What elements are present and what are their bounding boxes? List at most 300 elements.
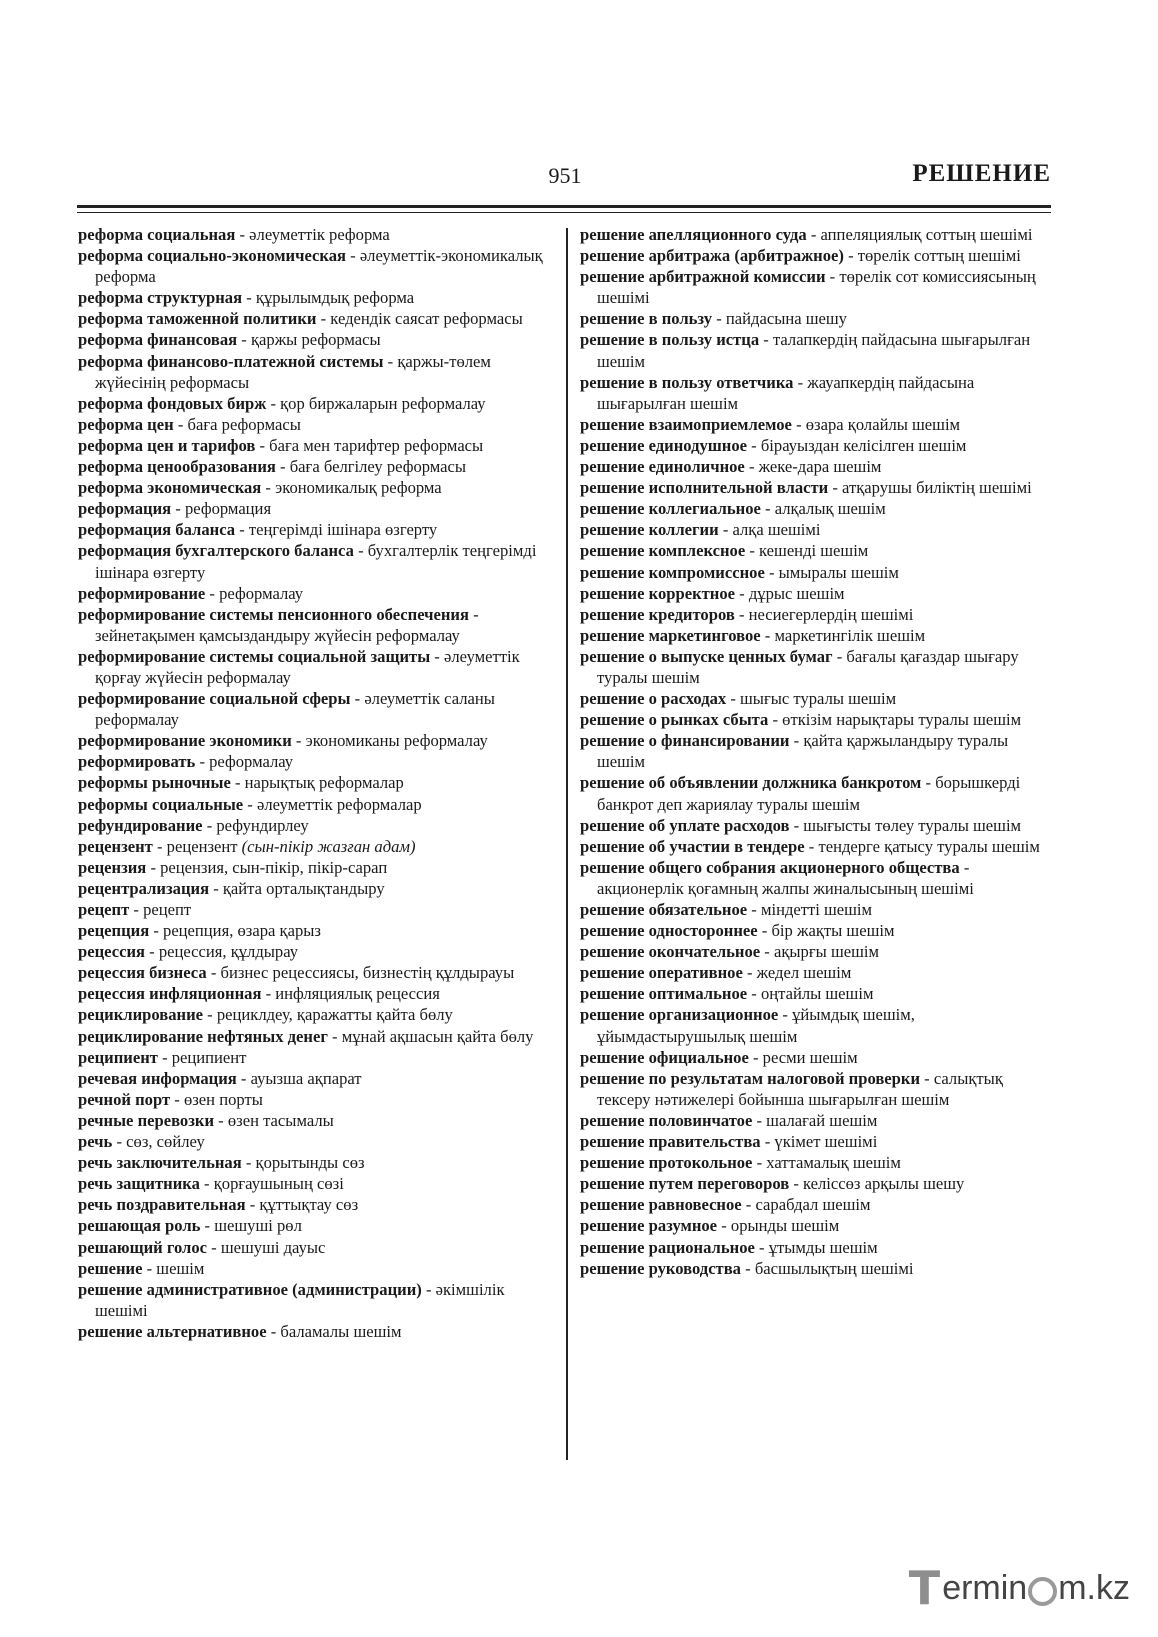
entry-definition: қаржы реформасы [250, 330, 381, 350]
entry-separator: - [214, 1110, 228, 1130]
entry-term: реформа цен и тарифов [78, 435, 256, 455]
entry-term: решение маркетинговое [580, 625, 761, 645]
entry-definition: борышкерді банкрот деп жариялау туралы шешім [597, 773, 1021, 814]
dictionary-entry [580, 372, 1056, 414]
entry-separator: - [747, 900, 761, 919]
entry-separator: - [173, 414, 188, 434]
entry-definition: рецензент [166, 836, 238, 856]
dictionary-entry [78, 435, 554, 456]
entry-definition: нарықтық реформалар [244, 773, 404, 793]
entry-term: рецензия [78, 857, 147, 877]
dictionary-entry [580, 1258, 1056, 1279]
dictionary-entry [78, 308, 554, 329]
termincom-watermark [909, 1561, 1130, 1615]
entry-term: решение комплексное [580, 541, 746, 561]
entry-separator: - [206, 963, 221, 983]
dictionary-entry [78, 1110, 554, 1131]
entry-term: решение административное (администрации) [78, 1279, 422, 1299]
entry-definition: атқарушы биліктің шешімі [842, 478, 1032, 498]
dictionary-entry [78, 857, 554, 878]
dictionary-entry [78, 1152, 554, 1173]
entry-definition: аппеляциялық соттың шешімі [820, 225, 1033, 244]
entry-term: решение обязательное [580, 900, 748, 919]
entry-term: решение разумное [580, 1216, 718, 1236]
entry-definition: талапкердің пайдасына шығарылған шешім [597, 330, 1031, 371]
entry-separator: - [327, 1026, 342, 1046]
dictionary-entry [580, 709, 1056, 730]
entry-term: решение коллегии [580, 520, 719, 540]
entry-separator: - [757, 921, 772, 941]
dictionary-entry [580, 836, 1056, 857]
entry-separator: - [209, 878, 223, 898]
entry-separator: - [760, 625, 775, 645]
entry-separator: - [261, 478, 276, 498]
entry-separator: - [316, 309, 331, 329]
entry-term: рецентрализация [78, 878, 210, 898]
entry-term: реформа ценообразования [78, 457, 276, 477]
entry-separator: - [171, 499, 185, 519]
entry-separator: - [768, 710, 783, 730]
dictionary-entry [580, 1047, 1056, 1068]
entry-separator: - [760, 942, 774, 962]
entry-term: реформа структурная [78, 288, 243, 308]
entry-separator: - [832, 646, 847, 666]
dictionary-entry [580, 583, 1056, 604]
dictionary-entry [78, 393, 554, 414]
entry-separator: - [157, 1047, 172, 1067]
entry-definition: баға мен тарифтер реформасы [269, 435, 484, 455]
entry-definition: әлеуметтік қорғау жүйесін реформалау [95, 646, 520, 687]
entry-definition: оңтайлы шешім [760, 984, 874, 1004]
header-rule-thin [77, 212, 1051, 213]
entry-separator: - [752, 1110, 767, 1130]
watermark-text-start: ermin [942, 1568, 1028, 1607]
entry-separator: - [747, 984, 761, 1004]
entry-separator: - [112, 1132, 127, 1152]
dictionary-entry [580, 962, 1056, 983]
globe-ring-icon [1028, 1577, 1057, 1606]
entry-separator: - [243, 794, 257, 814]
dictionary-entry [78, 920, 554, 941]
dictionary-entry [78, 1047, 554, 1068]
watermark-text-end: m.kz [1058, 1568, 1130, 1607]
entry-definition: жедел шешім [756, 963, 852, 983]
dictionary-entry [78, 224, 554, 245]
entry-definition: өзен тасымалы [227, 1110, 334, 1130]
dictionary-entry [78, 498, 554, 519]
dictionary-entry [580, 899, 1056, 920]
entry-term: речевая информация [78, 1068, 237, 1088]
entry-definition: қорғаушының сөзі [213, 1174, 344, 1194]
entry-definition: шығысты төлеу туралы шешім [803, 815, 1022, 835]
entry-definition: төрелік сот комиссиясының шешімі [597, 267, 1036, 308]
entry-definition: шешуші дауыс [220, 1237, 326, 1257]
entry-definition: әлеуметтік саланы реформалау [95, 689, 495, 730]
entry-separator: - [421, 1279, 436, 1299]
dictionary-entry [78, 540, 554, 582]
dictionary-entry [78, 772, 554, 793]
entry-term: речь [78, 1132, 113, 1152]
entry-term: рециклирование [78, 1005, 204, 1025]
dictionary-entry [78, 962, 554, 983]
entry-term: рецепция [78, 921, 150, 941]
dictionary-entry [78, 1173, 554, 1194]
entry-separator: - [734, 604, 749, 624]
entry-separator: - [764, 562, 779, 582]
entry-separator: - [712, 309, 726, 329]
entry-definition: зейнетақымен қамсыздандыру жүйесін реформалау [95, 625, 460, 645]
dictionary-entry [78, 1258, 554, 1279]
entry-term: реформация бухгалтерского баланса [78, 541, 354, 561]
entry-term: решение коллегиальное [580, 499, 761, 519]
entry-definition: мұнай ақшасын қайта бөлу [341, 1026, 534, 1046]
entry-term: решение в пользу ответчика [580, 372, 794, 392]
entry-definition: реформалау [219, 583, 304, 603]
entry-definition: қаржы-төлем жүйесінің реформасы [95, 351, 491, 392]
entry-definition: бірауыздан келісілген шешім [760, 435, 967, 455]
entry-term: реформирование системы социальной защиты [78, 646, 431, 666]
entry-term: решение арбитража (арбитражное) [580, 246, 844, 266]
entry-definition: бизнес рецессиясы, бизнестің құлдырауы [220, 963, 515, 983]
entry-term: решение рациональное [580, 1237, 755, 1257]
dictionary-entry [78, 1321, 554, 1342]
entry-definition: жеке-дара шешім [758, 457, 882, 477]
dictionary-entry [580, 498, 1056, 519]
entry-term: речной порт [78, 1089, 171, 1109]
entry-separator: - [740, 1258, 755, 1278]
entry-term: решение организационное [580, 1005, 779, 1025]
entry-term: реформа финансовая [78, 330, 238, 350]
dictionary-entry [580, 435, 1056, 456]
entry-term: реформа цен [78, 414, 174, 434]
entry-term: решение руководства [580, 1258, 741, 1278]
entry-definition: өзен порты [183, 1089, 263, 1109]
entry-separator: - [778, 1005, 793, 1025]
entry-separator: - [791, 414, 806, 434]
dictionary-entry [78, 1089, 554, 1110]
entry-term: решение одностороннее [580, 921, 758, 941]
entry-term: реформация [78, 499, 172, 519]
dictionary-entry [580, 245, 1056, 266]
dictionary-entry [78, 730, 554, 751]
entry-separator: - [921, 773, 936, 793]
dictionary-entry [580, 224, 1056, 245]
dictionary-entry [78, 351, 554, 393]
entry-separator: - [383, 351, 398, 371]
entry-separator: - [142, 1258, 157, 1278]
entry-term: решение общего собрания акционерного общества [580, 857, 960, 877]
dictionary-entry [78, 794, 554, 815]
entry-term: рецессия бизнеса [78, 963, 207, 983]
entry-definition: сөз, сөйлеу [126, 1132, 205, 1152]
entry-separator: - [205, 583, 220, 603]
header-rule [77, 205, 1051, 208]
entry-separator: - [237, 330, 251, 350]
entry-definition: әлеуметтік реформалар [256, 794, 422, 814]
entry-term: решение оперативное [580, 963, 743, 983]
entry-definition: сарабдал шешім [755, 1195, 871, 1215]
dictionary-entry [78, 245, 554, 287]
dictionary-entry [78, 836, 554, 857]
entry-term: решение официальное [580, 1047, 749, 1067]
entry-definition: маркетингілік шешім [774, 625, 926, 645]
entry-term: реформирование системы пенсионного обеспечения [78, 604, 469, 624]
entry-term: решение путем переговоров [580, 1174, 790, 1194]
entry-separator: - [275, 457, 290, 477]
entry-separator: - [745, 541, 760, 561]
entry-term: речь заключительная [78, 1153, 242, 1173]
entry-definition: алқа шешімі [732, 520, 821, 540]
entry-term: решение оптимальное [580, 984, 748, 1004]
dictionary-entry [78, 519, 554, 540]
entry-separator: - [291, 731, 306, 751]
entry-definition: хаттамалық шешім [766, 1153, 901, 1173]
dictionary-entry [78, 1131, 554, 1152]
entry-term: речные перевозки [78, 1110, 215, 1130]
dictionary-entry [580, 1110, 1056, 1131]
entry-term: решение кредиторов [580, 604, 735, 624]
entry-term: решение корректное [580, 583, 735, 603]
entry-term: решение апелляционного суда [580, 225, 807, 244]
entry-term: реформация баланса [78, 520, 236, 540]
entry-separator: - [828, 478, 843, 498]
entry-separator: - [266, 1321, 281, 1341]
entry-term: рефундирование [78, 815, 203, 835]
dictionary-entry [78, 414, 554, 435]
entry-definition: бухгалтерлік теңгерімді ішінара өзгерту [95, 541, 537, 582]
entry-definition: рецензия, сын-пікір, пікір-сарап [160, 857, 388, 877]
entry-definition: кедендік саясат реформасы [330, 309, 523, 329]
entry-term: решение о рынках сбыта [580, 710, 769, 730]
entry-separator: - [145, 942, 159, 962]
dictionary-entry [580, 857, 1056, 899]
entry-separator: - [350, 689, 365, 709]
entry-definition: экономикалық реформа [275, 478, 442, 498]
dictionary-entry [580, 1152, 1056, 1173]
entry-separator: - [752, 1153, 767, 1173]
entry-separator: - [203, 1005, 217, 1025]
entry-separator: - [789, 731, 804, 751]
entry-definition: орынды шешім [730, 1216, 840, 1236]
entry-separator: - [245, 1195, 260, 1215]
entry-separator: - [760, 499, 775, 519]
entry-term: решение исполнительной власти [580, 478, 829, 498]
entry-term: рецепт [78, 900, 130, 919]
entry-separator: - [242, 288, 256, 308]
dictionary-entry [78, 899, 554, 920]
entry-separator: - [199, 1174, 214, 1194]
dictionary-entry [78, 604, 554, 646]
dictionary-entry [580, 519, 1056, 540]
entry-definition: ұйымдық шешім, ұйымдастырушылық шешім [597, 1005, 915, 1046]
entry-definition: рецепт [143, 900, 192, 919]
entry-term: решение половинчатое [580, 1110, 753, 1130]
dictionary-entry [78, 456, 554, 477]
entry-definition: салықтық тексеру нәтижелері бойынша шығарылған шешім [597, 1068, 1003, 1109]
entry-definition: бір жақты шешім [771, 921, 895, 941]
entry-definition: келіссөз арқылы шешу [803, 1174, 965, 1194]
dictionary-entry [78, 1279, 554, 1321]
entry-definition: реципиент [171, 1047, 247, 1067]
dictionary-entry [580, 1194, 1056, 1215]
column-divider [566, 228, 568, 1460]
dictionary-entry [580, 1173, 1056, 1194]
entry-separator: - [735, 583, 749, 603]
dictionary-entry [78, 751, 554, 772]
dictionary-entry [78, 1004, 554, 1025]
entry-term: решение об объявлении должника банкротом [580, 773, 922, 793]
dictionary-entry [580, 688, 1056, 709]
dictionary-entry [78, 329, 554, 350]
dictionary-entry [78, 583, 554, 604]
entry-definition: әлеуметтік реформа [249, 225, 390, 244]
entry-definition: қор биржаларын реформалау [280, 393, 486, 413]
entry-definition: рецессия, құлдырау [158, 942, 299, 962]
entry-separator: - [207, 1237, 221, 1257]
entry-term: решение об участии в тендере [580, 836, 805, 856]
entry-definition: міндетті шешім [760, 900, 873, 919]
dictionary-entry [78, 878, 554, 899]
entry-separator: - [825, 267, 840, 287]
entry-term: реформа таможенной политики [78, 309, 317, 329]
entry-term: решение о финансировании [580, 731, 790, 751]
dictionary-entry [580, 1237, 1056, 1258]
dictionary-entry [78, 1068, 554, 1089]
entry-separator: - [789, 815, 804, 835]
entry-separator: - [149, 921, 164, 941]
entry-term: решающий голос [78, 1237, 208, 1257]
entry-separator: - [195, 752, 210, 772]
entry-separator: - [804, 836, 819, 856]
dictionary-entry [580, 646, 1056, 688]
entry-term: решение взаимоприемлемое [580, 414, 792, 434]
entry-note: (сын-пікір жазған адам) [241, 836, 416, 856]
entry-term: решение в пользу [580, 309, 713, 329]
entry-term: решение равновесное [580, 1195, 742, 1215]
entry-definition: рецепция, өзара қарыз [163, 921, 321, 941]
entry-separator: - [789, 1174, 803, 1194]
dictionary-entry [78, 477, 554, 498]
entry-separator: - [152, 836, 167, 856]
entry-definition: шалағай шешім [766, 1110, 878, 1130]
entry-definition: экономиканы реформалау [305, 731, 488, 751]
entry-term: решение единоличное [580, 457, 745, 477]
entry-term: решение протокольное [580, 1153, 753, 1173]
entry-term: реформа социально-экономическая [78, 246, 346, 266]
entry-separator: - [793, 372, 808, 392]
entry-term: реформирование [78, 583, 206, 603]
dictionary-entry [580, 983, 1056, 1004]
entry-definition: рециклдеу, қаражатты қайта бөлу [216, 1005, 453, 1025]
dictionary-entry [78, 646, 554, 688]
entry-term: решение по результатам налоговой проверки [580, 1068, 921, 1088]
entry-definition: дұрыс шешім [748, 583, 845, 603]
entry-term: решение арбитражной комиссии [580, 267, 826, 287]
entry-term: реформа социальная [78, 225, 236, 244]
entry-separator: - [742, 963, 757, 983]
entry-definition: алқалық шешім [774, 499, 886, 519]
entry-separator: - [760, 1132, 775, 1152]
entry-definition: рефундирлеу [216, 815, 309, 835]
entry-definition: инфляциялық рецессия [275, 984, 440, 1004]
dictionary-entry [580, 772, 1056, 814]
entry-separator: - [261, 984, 276, 1004]
entry-separator: - [146, 857, 161, 877]
entry-definition: құрылымдық реформа [255, 288, 415, 308]
entry-definition: ымыралы шешім [778, 562, 899, 582]
dictionary-entry [580, 730, 1056, 772]
entry-term: решение окончательное [580, 942, 761, 962]
entry-term: рецессия [78, 942, 145, 962]
entry-separator: - [235, 225, 250, 244]
dictionary-entry [78, 1194, 554, 1215]
entry-separator: - [959, 857, 970, 877]
entry-definition: қайта орталықтандыру [222, 878, 385, 898]
dictionary-entry [78, 287, 554, 308]
entry-definition: баға белгілеу реформасы [289, 457, 467, 477]
entry-term: решение [78, 1258, 143, 1278]
dictionary-entry [580, 562, 1056, 583]
entry-separator: - [353, 541, 368, 561]
entry-separator: - [843, 246, 858, 266]
dictionary-entry [580, 941, 1056, 962]
dictionary-entry [78, 815, 554, 836]
dictionary-entry [78, 1026, 554, 1047]
entry-term: речь защитника [78, 1174, 200, 1194]
entry-definition: бағалы қағаздар шығару туралы шешім [597, 646, 1019, 687]
dictionary-entry [78, 688, 554, 730]
entry-definition: кешенді шешім [759, 541, 869, 561]
left-column [78, 224, 554, 1342]
entry-separator: - [129, 900, 144, 919]
dictionary-entry [580, 266, 1056, 308]
entry-separator: - [202, 815, 217, 835]
entry-definition: өткізім нарықтары туралы шешім [782, 710, 1022, 730]
dictionary-entry [580, 414, 1056, 435]
entry-separator: - [266, 393, 281, 413]
entry-definition: акционерлік қоғамның жалпы жиналысының шешімі [597, 878, 974, 898]
dictionary-entry [580, 625, 1056, 646]
entry-definition: ұтымды шешім [768, 1237, 878, 1257]
entry-definition: баламалы шешім [280, 1321, 402, 1341]
entry-definition: несиегерлердің шешімі [748, 604, 914, 624]
entry-term: реформа экономическая [78, 478, 262, 498]
entry-definition: реформация [184, 499, 272, 519]
entry-definition: әлеуметтік-экономикалық реформа [95, 246, 543, 287]
entry-term: реформа фондовых бирж [78, 393, 267, 413]
entry-separator: - [255, 435, 270, 455]
entry-separator: - [748, 1047, 763, 1067]
entry-separator: - [200, 1216, 215, 1236]
entry-definition: ақырғы шешім [773, 942, 879, 962]
entry-term: решение о выпуске ценных бумаг [580, 646, 833, 666]
entry-separator: - [430, 646, 444, 666]
dictionary-entry [580, 477, 1056, 498]
dictionary-entry [580, 456, 1056, 477]
entry-separator: - [920, 1068, 934, 1088]
entry-definition: тендерге қатысу туралы шешім [818, 836, 1040, 856]
entry-term: решение единодушное [580, 435, 748, 455]
entry-separator: - [726, 689, 741, 709]
right-column [580, 224, 1056, 1279]
entry-definition: қайта қаржыландыру туралы шешім [597, 731, 1009, 772]
running-head: РЕШЕНИЕ [912, 160, 1051, 187]
entry-term: речь поздравительная [78, 1195, 246, 1215]
entry-definition: шешім [156, 1258, 205, 1278]
entry-term: решающая роль [78, 1216, 201, 1236]
dictionary-entry [580, 308, 1056, 329]
entry-definition: жауапкердің пайдасына шығарылған шешім [597, 372, 975, 413]
